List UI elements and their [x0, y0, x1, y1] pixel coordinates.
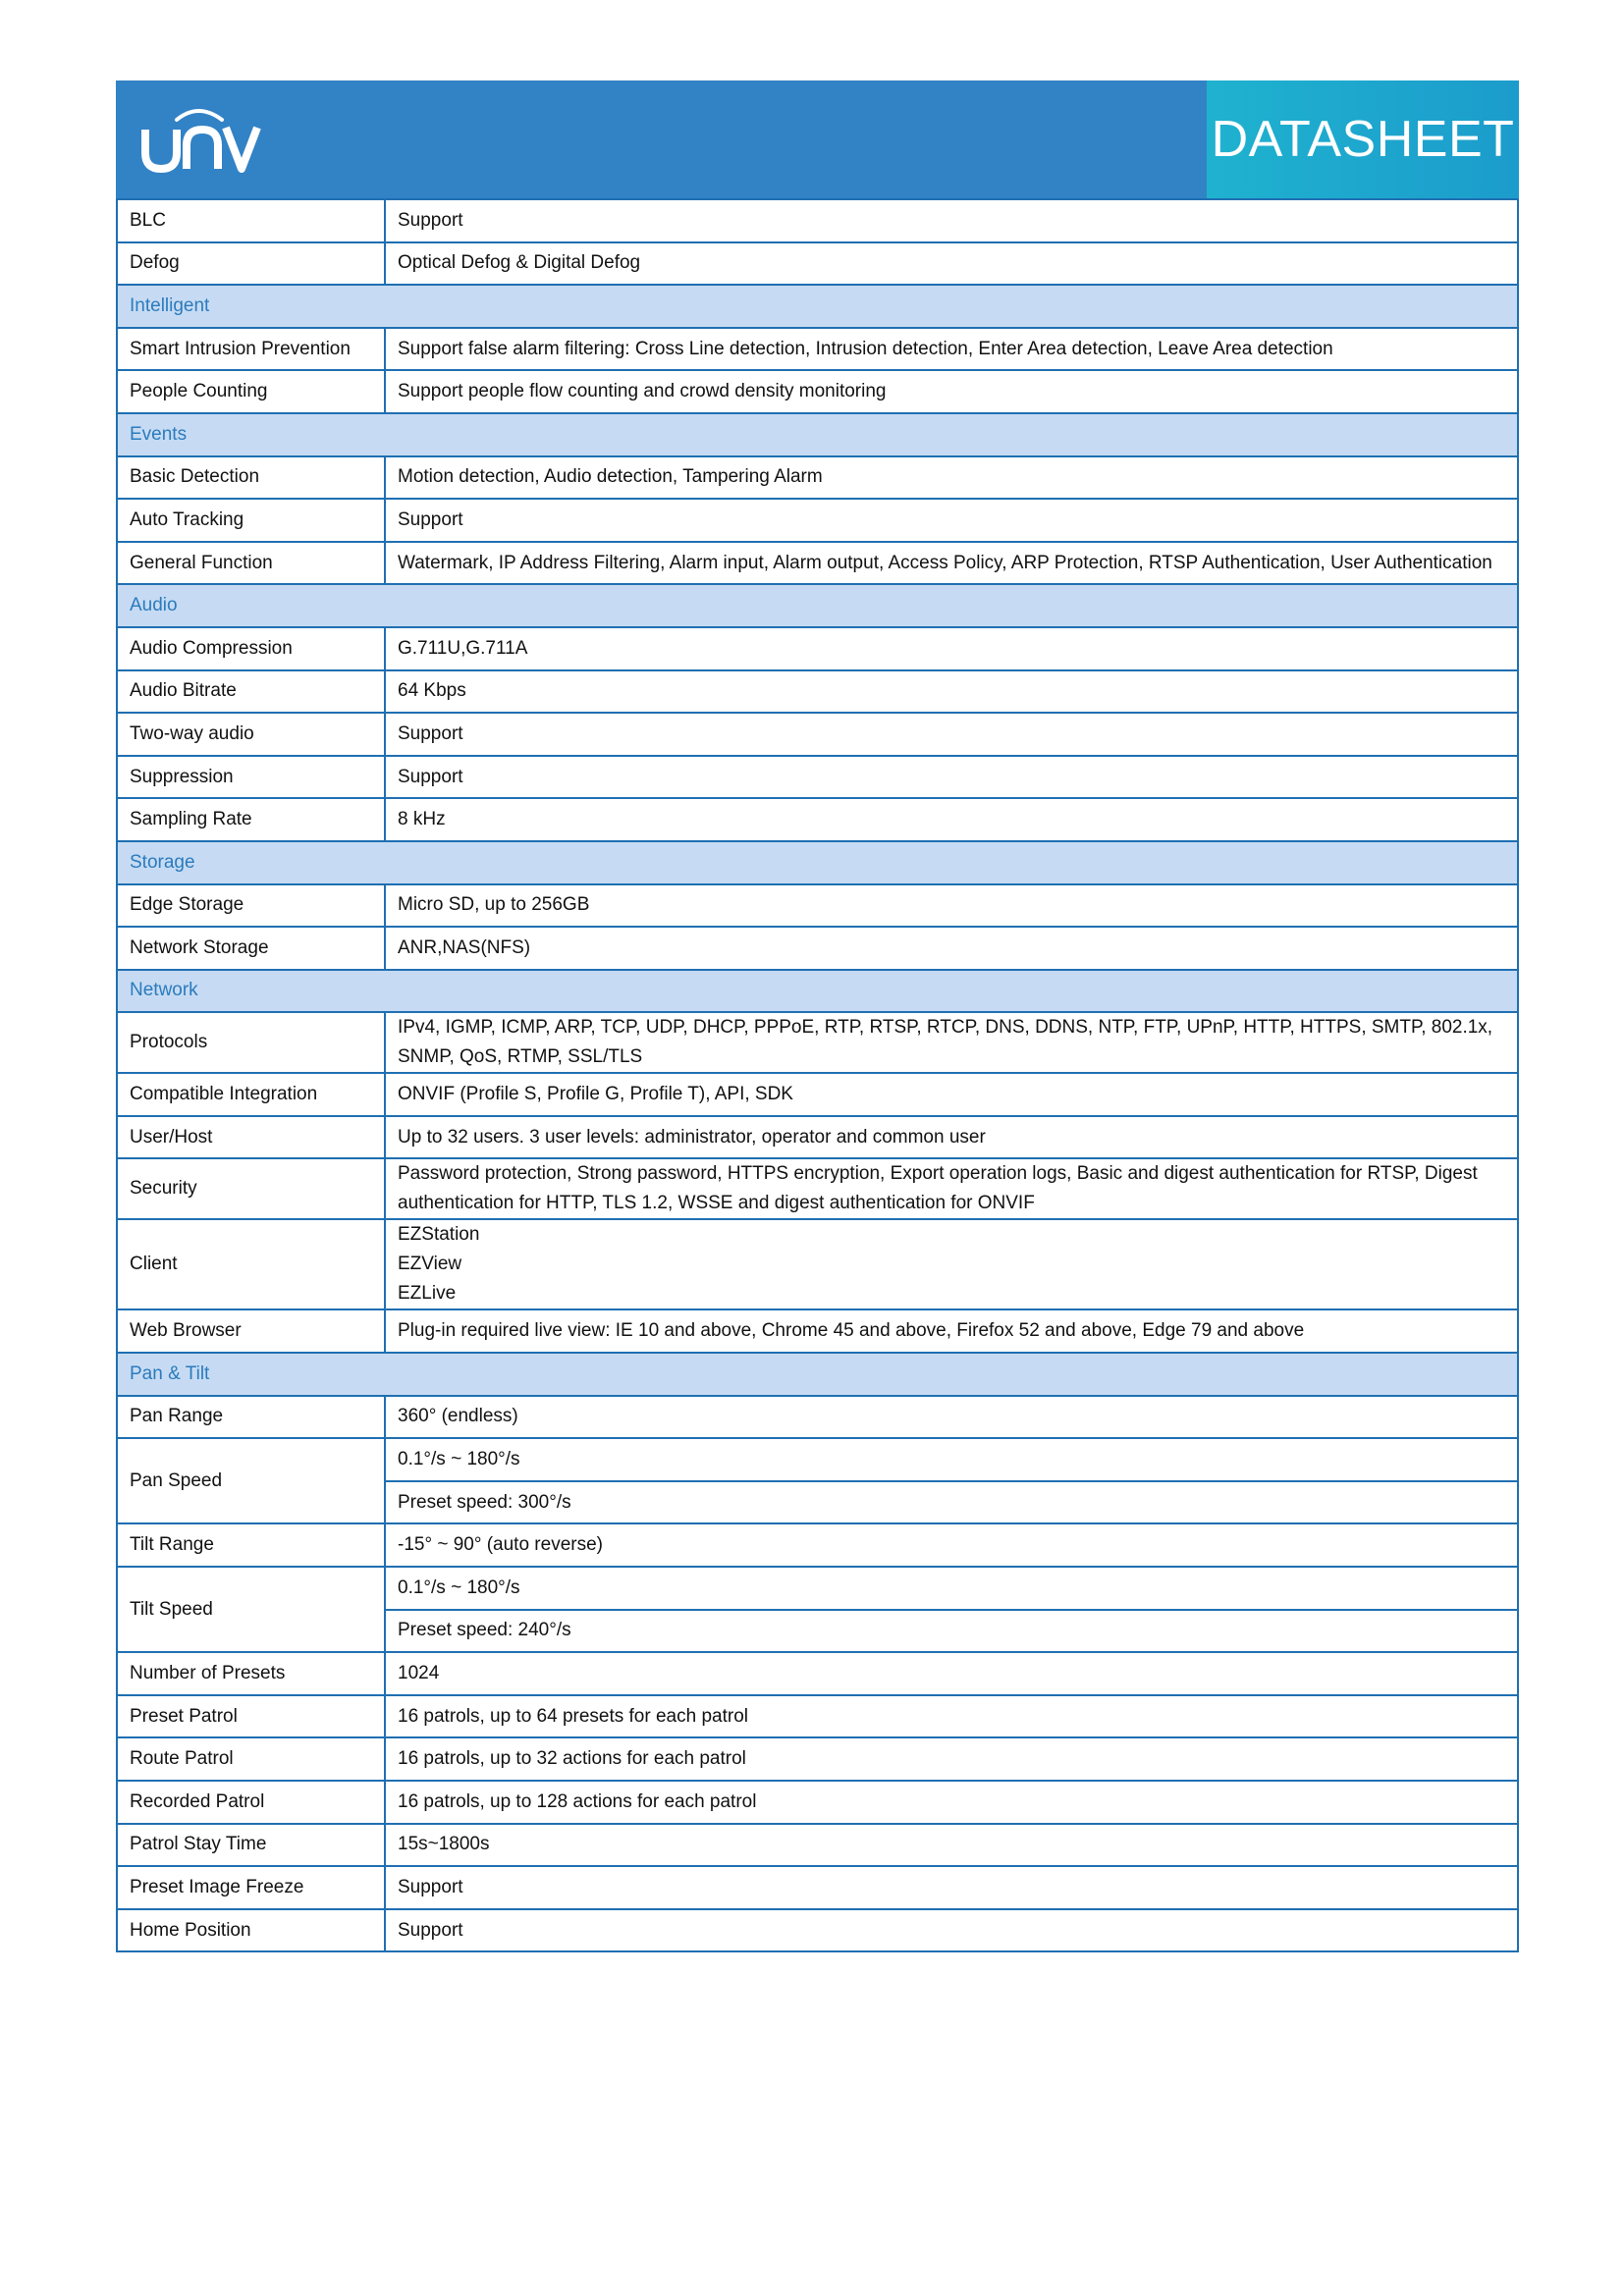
- spec-row: [117, 1866, 1518, 1909]
- section-label: Pan & Tilt: [117, 1353, 1518, 1396]
- spec-key: BLC: [117, 199, 385, 242]
- spec-row: [117, 1781, 1518, 1824]
- spec-value: 1024: [385, 1652, 1518, 1695]
- spec-value: 360° (endless): [385, 1396, 1518, 1439]
- spec-key: Client: [117, 1219, 385, 1309]
- spec-key: Patrol Stay Time: [117, 1824, 385, 1867]
- spec-row: [117, 1438, 1518, 1481]
- spec-value: Micro SD, up to 256GB: [385, 884, 1518, 928]
- spec-value: Watermark, IP Address Filtering, Alarm input, Alarm output, Access Policy, ARP Protection, RTSP Authentication, User Authentication: [385, 542, 1518, 585]
- spec-key: Sampling Rate: [117, 798, 385, 841]
- spec-row: [117, 242, 1518, 286]
- spec-value: 16 patrols, up to 128 actions for each patrol: [385, 1781, 1518, 1824]
- spec-value: 8 kHz: [385, 798, 1518, 841]
- spec-value: IPv4, IGMP, ICMP, ARP, TCP, UDP, DHCP, PPPoE, RTP, RTSP, RTCP, DNS, DDNS, NTP, FTP, UPnP, HTTP, HTTPS, SMTP, 802.1x, SNMP, QoS, RTMP, SSL/TLS: [385, 1012, 1518, 1073]
- spec-row: [117, 1158, 1518, 1219]
- spec-key: Home Position: [117, 1909, 385, 1952]
- spec-row: [117, 199, 1518, 242]
- spec-value: Support people flow counting and crowd density monitoring: [385, 370, 1518, 413]
- spec-row: [117, 1219, 1518, 1309]
- spec-row: [117, 1567, 1518, 1610]
- spec-key: Audio Bitrate: [117, 670, 385, 714]
- spec-value: Support: [385, 499, 1518, 542]
- spec-key: Route Patrol: [117, 1737, 385, 1781]
- section-header: [117, 285, 1518, 328]
- spec-table: [116, 198, 1519, 1952]
- spec-key: Defog: [117, 242, 385, 286]
- spec-value: [385, 1219, 1518, 1309]
- spec-key: Pan Speed: [117, 1438, 385, 1523]
- spec-key: Compatible Integration: [117, 1073, 385, 1116]
- spec-key: Edge Storage: [117, 884, 385, 928]
- spec-value: -15° ~ 90° (auto reverse): [385, 1523, 1518, 1567]
- spec-value: Support: [385, 713, 1518, 756]
- spec-row: [117, 1824, 1518, 1867]
- spec-row: [117, 456, 1518, 500]
- spec-key: User/Host: [117, 1116, 385, 1159]
- spec-key: Smart Intrusion Prevention: [117, 328, 385, 371]
- section-label: Storage: [117, 841, 1518, 884]
- spec-row: [117, 1116, 1518, 1159]
- spec-value: Password protection, Strong password, HTTPS encryption, Export operation logs, Basic and digest authentication for RTSP, Digest authentication for HTTP, TLS 1.2, WSSE and digest authentication for ONVIF: [385, 1158, 1518, 1219]
- spec-row: [117, 1012, 1518, 1073]
- spec-value: G.711U,G.711A: [385, 627, 1518, 670]
- spec-value: Optical Defog & Digital Defog: [385, 242, 1518, 286]
- spec-value: Motion detection, Audio detection, Tampering Alarm: [385, 456, 1518, 500]
- spec-row: [117, 1909, 1518, 1952]
- spec-value: Support false alarm filtering: Cross Line detection, Intrusion detection, Enter Area detection, Leave Area detection: [385, 328, 1518, 371]
- section-header: [117, 970, 1518, 1013]
- spec-row: [117, 370, 1518, 413]
- spec-key: Tilt Range: [117, 1523, 385, 1567]
- spec-row: [117, 1523, 1518, 1567]
- spec-row: [117, 1737, 1518, 1781]
- spec-row: [117, 713, 1518, 756]
- section-header: [117, 841, 1518, 884]
- spec-row: [117, 927, 1518, 970]
- datasheet-title: DATASHEET: [1211, 111, 1515, 168]
- spec-key: Pan Range: [117, 1396, 385, 1439]
- spec-row: [117, 542, 1518, 585]
- spec-row: [117, 1309, 1518, 1353]
- spec-key: Security: [117, 1158, 385, 1219]
- spec-key: General Function: [117, 542, 385, 585]
- section-header: [117, 413, 1518, 456]
- spec-row: [117, 884, 1518, 928]
- spec-key: Tilt Speed: [117, 1567, 385, 1652]
- spec-value: Preset speed: 300°/s: [385, 1481, 1518, 1524]
- spec-value: 0.1°/s ~ 180°/s: [385, 1438, 1518, 1481]
- spec-value: Preset speed: 240°/s: [385, 1610, 1518, 1653]
- spec-key: Network Storage: [117, 927, 385, 970]
- section-label: Audio: [117, 584, 1518, 627]
- section-label: Events: [117, 413, 1518, 456]
- spec-value: Support: [385, 199, 1518, 242]
- spec-row: [117, 1695, 1518, 1738]
- spec-value: 0.1°/s ~ 180°/s: [385, 1567, 1518, 1610]
- spec-key: Number of Presets: [117, 1652, 385, 1695]
- unv-logo-icon: [137, 98, 265, 177]
- datasheet-badge: [1207, 80, 1519, 198]
- spec-row: [117, 1652, 1518, 1695]
- spec-row: [117, 499, 1518, 542]
- spec-key: Preset Patrol: [117, 1695, 385, 1738]
- spec-row: [117, 328, 1518, 371]
- spec-value: 16 patrols, up to 32 actions for each patrol: [385, 1737, 1518, 1781]
- spec-row: [117, 756, 1518, 799]
- spec-key: Preset Image Freeze: [117, 1866, 385, 1909]
- datasheet-header: [116, 80, 1519, 198]
- spec-row: [117, 627, 1518, 670]
- spec-key: Web Browser: [117, 1309, 385, 1353]
- spec-value: Support: [385, 1909, 1518, 1952]
- spec-key: Two-way audio: [117, 713, 385, 756]
- spec-key: Protocols: [117, 1012, 385, 1073]
- spec-key: People Counting: [117, 370, 385, 413]
- spec-value-line: EZLive: [398, 1283, 457, 1305]
- spec-value: Support: [385, 1866, 1518, 1909]
- spec-value: 16 patrols, up to 64 presets for each patrol: [385, 1695, 1518, 1738]
- section-label: Network: [117, 970, 1518, 1013]
- spec-value: ONVIF (Profile S, Profile G, Profile T), API, SDK: [385, 1073, 1518, 1116]
- section-header: [117, 1353, 1518, 1396]
- spec-key: Auto Tracking: [117, 499, 385, 542]
- spec-row: [117, 1073, 1518, 1116]
- spec-value: Plug-in required live view: IE 10 and above, Chrome 45 and above, Firefox 52 and above, Edge 79 and above: [385, 1309, 1518, 1353]
- spec-value: Up to 32 users. 3 user levels: administrator, operator and common user: [385, 1116, 1518, 1159]
- spec-key: Audio Compression: [117, 627, 385, 670]
- spec-value: 15s~1800s: [385, 1824, 1518, 1867]
- spec-value: ANR,NAS(NFS): [385, 927, 1518, 970]
- spec-value: 64 Kbps: [385, 670, 1518, 714]
- spec-key: Suppression: [117, 756, 385, 799]
- section-header: [117, 584, 1518, 627]
- spec-value-line: EZView: [398, 1254, 462, 1275]
- spec-row: [117, 1396, 1518, 1439]
- spec-key: Recorded Patrol: [117, 1781, 385, 1824]
- spec-key: Basic Detection: [117, 456, 385, 500]
- spec-value-line: EZStation: [398, 1224, 480, 1246]
- spec-value: Support: [385, 756, 1518, 799]
- section-label: Intelligent: [117, 285, 1518, 328]
- spec-row: [117, 670, 1518, 714]
- spec-row: [117, 798, 1518, 841]
